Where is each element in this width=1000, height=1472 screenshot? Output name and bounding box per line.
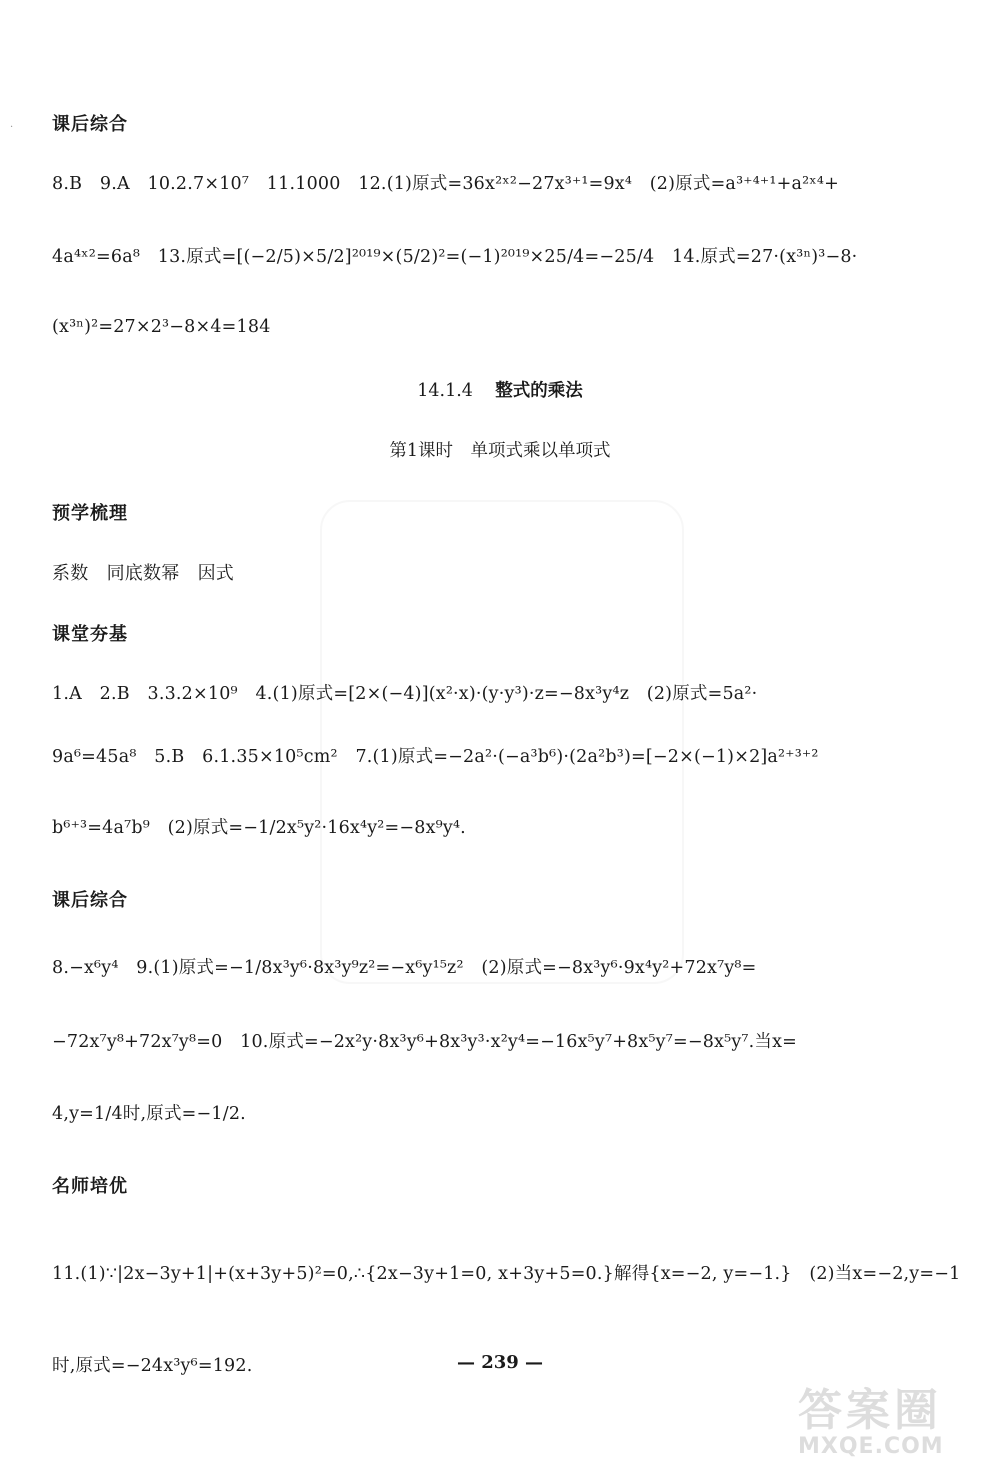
answer-line-2: 4a⁴ˣ²=6a⁸ 13.原式=[(−2/5)×5/2]²⁰¹⁹×(5/2)²=(−1)²⁰¹⁹×25/4=−25/4 14.原式=27·(x³ⁿ)³−8· (52, 247, 858, 267)
answer-line-5: 1.A 2.B 3.3.2×10⁹ 4.(1)原式=[2×(−4)](x²·x)·(y·y³)·z=−8x³y⁴z (2)原式=5a²· (52, 684, 758, 704)
answer-line-6: 9a⁶=45a⁸ 5.B 6.1.35×10⁵cm² 7.(1)原式=−2a²·(−a³b⁶)·(2a²b³)=[−2×(−1)×2]a²⁺³⁺² (52, 747, 819, 767)
site-watermark (798, 1385, 988, 1466)
section-header (0, 377, 1000, 402)
watermark-url: MXQE.COM (798, 1434, 944, 1459)
answer-line-7: b⁶⁺³=4a⁷b⁹ (2)原式=−1/2x⁵y²·16x⁴y²=−8x⁹y⁴. (52, 818, 466, 838)
answer-line-11: 11.(1)∵|2x−3y+1|+(x+3y+5)²=0,∴{2x−3y+1=0, x+3y+5=0.}解得{x=−2, y=−1.} (2)当x=−2,y=−1 (52, 1264, 961, 1284)
answer-line-10: 4,y=1/4时,原式=−1/2. (52, 1104, 246, 1124)
answer-line-1: 8.B 9.A 10.2.7×10⁷ 11.1000 12.(1)原式=36x²ˣ²−27x³⁺¹=9x⁴ (2)原式=a³⁺⁴⁺¹+a²ˣ⁴+ (52, 174, 839, 194)
answer-line-9: −72x⁷y⁸+72x⁷y⁸=0 10.原式=−2x²y·8x³y⁶+8x³y³·x²y⁴=−16x⁵y⁷+8x⁵y⁷=−8x⁵y⁷.当x= (52, 1032, 798, 1052)
heading-classroom: 课堂夯基 (52, 624, 128, 645)
answer-line-8: 8.−x⁶y⁴ 9.(1)原式=−1/8x³y⁶·8x³y⁹z²=−x⁶y¹⁵z² (2)原式=−8x³y⁶·9x⁴y²+72x⁷y⁸= (52, 958, 757, 978)
margin-mark: · (10, 122, 14, 133)
heading-after-class: 课后综合 (52, 114, 128, 135)
section-title: 整式的乘法 (495, 381, 583, 401)
lesson-title: 第1课时 单项式乘以单项式 (389, 441, 611, 461)
heading-preview: 预学梳理 (52, 503, 128, 524)
answer-line-4: 系数 同底数幂 因式 (52, 563, 234, 584)
page-number: — 239 — (456, 1352, 544, 1373)
heading-master: 名师培优 (52, 1176, 128, 1197)
answer-line-3: (x³ⁿ)²=27×2³−8×4=184 (52, 317, 271, 337)
answer-line-12: 时,原式=−24x³y⁶=192. (52, 1356, 253, 1376)
section-number: 14.1.4 (417, 381, 473, 401)
heading-after-class-2: 课后综合 (52, 890, 128, 911)
watermark-logo-text: 答案圈 (798, 1385, 942, 1436)
